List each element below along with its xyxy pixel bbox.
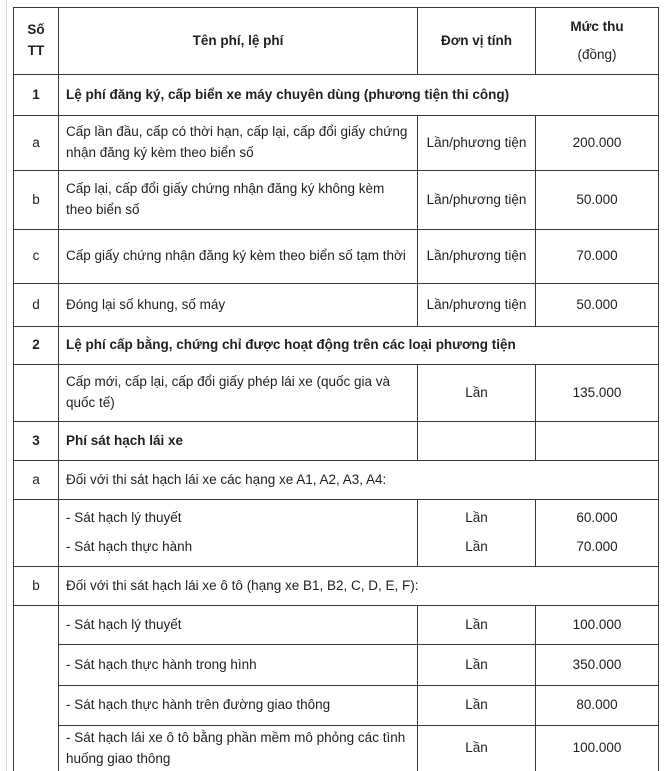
unit-cell: Lần <box>418 365 536 422</box>
section-title: Lệ phí cấp bằng, chứng chỉ được hoạt động trên các loại phương tiện <box>59 327 659 365</box>
col-header-amount <box>536 8 659 75</box>
row-letter: b <box>14 567 59 606</box>
fee-name-cell: - Sát hạch thực hành trên đường giao thông <box>59 686 418 726</box>
fee-name-line-1: - Sát hạch lý thuyết <box>66 510 182 526</box>
unit-cell <box>418 500 536 567</box>
amount-cell: 80.000 <box>536 686 659 726</box>
amount-cell: 70.000 <box>536 230 659 284</box>
fee-row-2a <box>14 365 659 422</box>
amount-cell: 100.000 <box>536 606 659 645</box>
col-header-stt: Số TT <box>14 8 59 75</box>
row-letter: b <box>14 171 59 230</box>
section-row-3 <box>14 422 659 461</box>
page-edge-line <box>6 0 7 771</box>
unit-cell: Lần <box>418 645 536 686</box>
unit-line-1: Lần <box>465 510 488 526</box>
subsection-title: Đối với thi sát hạch lái xe ô tô (hạng xe B1, B2, C, D, E, F): <box>59 567 659 606</box>
empty-stt-cell <box>14 500 59 567</box>
fee-name-cell: Cấp giấy chứng nhận đăng ký kèm theo biển số tạm thời <box>59 230 418 284</box>
fee-row-3b2 <box>14 645 659 686</box>
amount-line-2: 70.000 <box>576 539 618 554</box>
section-number: 1 <box>14 75 59 116</box>
fee-name-cell: Cấp lại, cấp đổi giấy chứng nhận đăng ký không kèm theo biển số <box>59 171 418 230</box>
amount-cell <box>536 500 659 567</box>
section-title: Lệ phí đăng ký, cấp biển xe máy chuyên dùng (phương tiện thi công) <box>59 75 659 116</box>
fee-table <box>13 7 659 771</box>
col-header-unit: Đơn vị tính <box>418 8 536 75</box>
row-letter: a <box>14 116 59 171</box>
section-row-2 <box>14 327 659 365</box>
fee-row-1b <box>14 171 659 230</box>
unit-cell: Lần/phương tiện <box>418 116 536 171</box>
fee-name-cell: Cấp mới, cấp lại, cấp đổi giấy phép lái xe (quốc gia và quốc tế) <box>59 365 418 422</box>
empty-stt-cell <box>14 365 59 422</box>
col-header-amount-currency: (đồng) <box>577 46 617 62</box>
unit-line-2: Lần <box>465 539 488 554</box>
amount-cell: 100.000 <box>536 726 659 771</box>
fee-name-cell: Đóng lại số khung, số máy <box>59 284 418 327</box>
subsection-row-3b <box>14 567 659 606</box>
amount-cell: 135.000 <box>536 365 659 422</box>
amount-cell: 50.000 <box>536 171 659 230</box>
subsection-row-3a <box>14 461 659 500</box>
row-letter: a <box>14 461 59 500</box>
fee-row-3a-items <box>14 500 659 567</box>
unit-cell: Lần <box>418 726 536 771</box>
header-row <box>14 8 659 75</box>
empty-unit-cell <box>418 422 536 461</box>
fee-name-line-2: - Sát hạch thực hành <box>66 539 193 554</box>
fee-name-cell: - Sát hạch thực hành trong hình <box>59 645 418 686</box>
fee-row-1c <box>14 230 659 284</box>
col-header-name: Tên phí, lệ phí <box>59 8 418 75</box>
fee-row-1a <box>14 116 659 171</box>
amount-cell: 50.000 <box>536 284 659 327</box>
unit-cell: Lần/phương tiện <box>418 284 536 327</box>
section-row-1 <box>14 75 659 116</box>
fee-name-cell: Cấp lần đầu, cấp có thời hạn, cấp lại, cấp đổi giấy chứng nhận đăng ký kèm theo biển số <box>59 116 418 171</box>
fee-row-3b3 <box>14 686 659 726</box>
section-number: 2 <box>14 327 59 365</box>
col-header-amount-title: Mức thu <box>570 18 624 34</box>
empty-stt-cell <box>14 606 59 771</box>
unit-cell: Lần/phương tiện <box>418 230 536 284</box>
fee-row-3b1 <box>14 606 659 645</box>
fee-name-cell: - Sát hạch lý thuyết <box>59 606 418 645</box>
fee-row-3b4 <box>14 726 659 771</box>
subsection-title: Đối với thi sát hạch lái xe các hạng xe A1, A2, A3, A4: <box>59 461 659 500</box>
unit-cell: Lần/phương tiện <box>418 171 536 230</box>
fee-row-1d <box>14 284 659 327</box>
empty-amount-cell <box>536 422 659 461</box>
section-title: Phí sát hạch lái xe <box>59 422 418 461</box>
unit-cell: Lần <box>418 686 536 726</box>
unit-cell: Lần <box>418 606 536 645</box>
amount-cell: 200.000 <box>536 116 659 171</box>
row-letter: d <box>14 284 59 327</box>
row-letter: c <box>14 230 59 284</box>
amount-cell: 350.000 <box>536 645 659 686</box>
amount-line-1: 60.000 <box>576 510 618 526</box>
fee-name-cell <box>59 500 418 567</box>
fee-name-cell: - Sát hạch lái xe ô tô bằng phần mềm mô phỏng các tình huống giao thông <box>59 726 418 771</box>
section-number: 3 <box>14 422 59 461</box>
